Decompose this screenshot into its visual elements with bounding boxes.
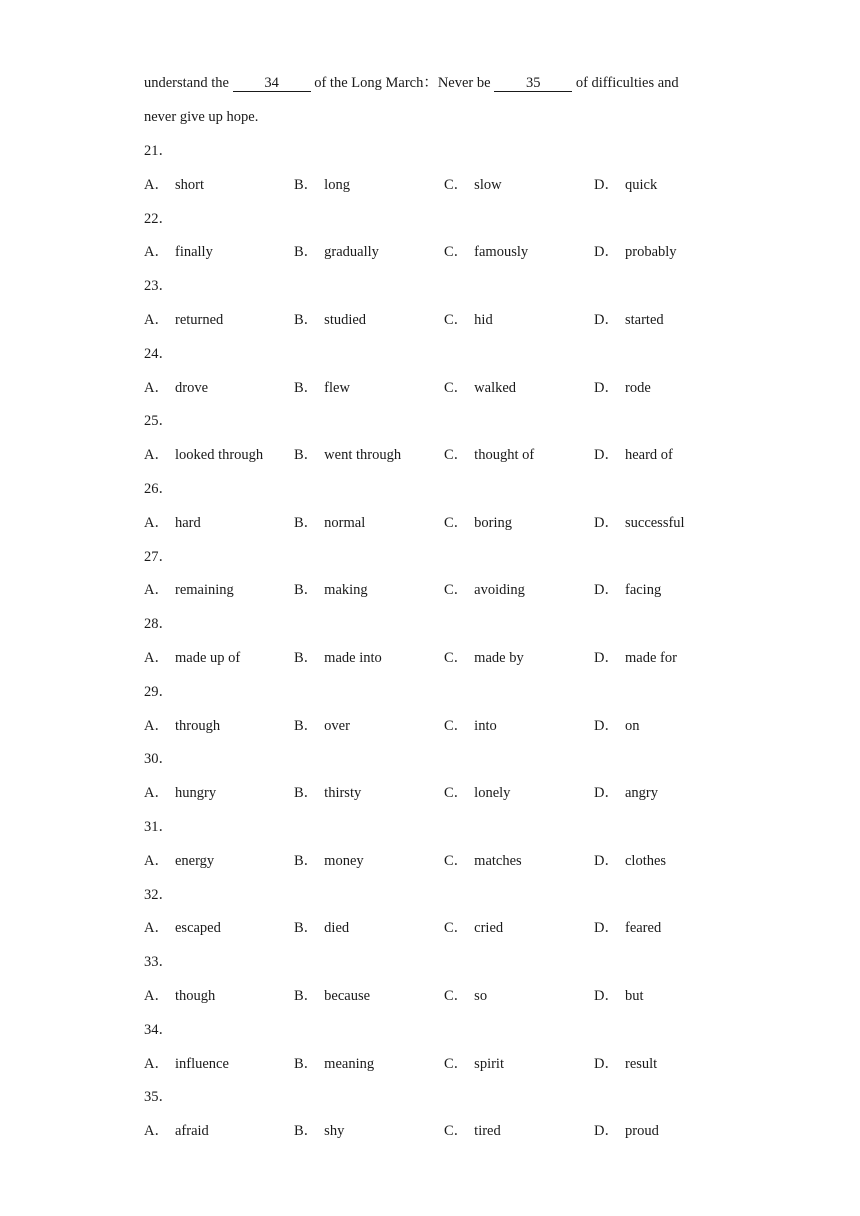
option-b (294, 852, 364, 870)
option-d-text: facing (624, 582, 662, 599)
question-number: 28． (144, 616, 173, 633)
option-a (144, 987, 215, 1005)
option-a (144, 446, 263, 464)
option-c-text: spirit (474, 1055, 504, 1072)
passage-text: understand the (144, 75, 233, 91)
option-b (294, 514, 365, 532)
option-b-letter: B． (294, 920, 319, 937)
option-b-letter: B． (294, 312, 319, 328)
option-d (594, 717, 639, 735)
option-a-text: though (174, 988, 216, 1004)
option-b-text: over (324, 717, 350, 734)
option-c-text: cried (474, 920, 504, 937)
option-d-text: successful (624, 514, 685, 531)
option-d-letter: D． (594, 447, 619, 464)
question-number: 35． (144, 1089, 173, 1106)
option-b-letter: B． (294, 176, 319, 193)
option-c-text: avoiding (474, 582, 525, 599)
option-d-letter: D． (594, 650, 619, 666)
option-a (144, 243, 213, 261)
option-d-text: rode (624, 379, 651, 396)
option-d-letter: D． (594, 988, 619, 1004)
option-d-text: heard of (624, 447, 673, 464)
option-c (444, 987, 487, 1005)
option-a (144, 919, 221, 937)
options-row (144, 919, 744, 937)
option-a-text: hard (174, 514, 201, 531)
option-c-letter: C． (444, 920, 469, 937)
options-row (144, 1122, 744, 1140)
option-c-letter: C． (444, 582, 469, 599)
option-a-letter: A． (144, 379, 169, 396)
option-c-letter: C． (444, 1123, 469, 1140)
option-b-text: long (324, 176, 350, 193)
option-c (444, 446, 534, 464)
option-b (294, 581, 368, 599)
options-row (144, 379, 744, 397)
option-d-letter: D． (594, 1123, 619, 1140)
passage-line-1 (144, 74, 679, 92)
options-row (144, 987, 744, 1005)
option-d-text: result (624, 1055, 658, 1072)
question-number: 31． (144, 819, 173, 835)
option-b-letter: B． (294, 988, 319, 1004)
blank-34 (233, 74, 311, 92)
option-a-letter: A． (144, 244, 169, 261)
option-a-letter: A． (144, 582, 169, 599)
option-c-letter: C． (444, 1055, 469, 1072)
option-b (294, 446, 401, 464)
question-number: 29． (144, 683, 173, 700)
option-b-text: flew (324, 379, 350, 396)
option-c-text: into (474, 717, 497, 734)
option-b (294, 649, 382, 667)
option-a-text: made up of (174, 650, 241, 666)
question-number: 25． (144, 413, 173, 430)
option-a-text: remaining (174, 582, 234, 599)
option-a-letter: A． (144, 514, 169, 531)
option-c (444, 649, 524, 667)
question-number: 24． (144, 345, 173, 362)
option-c-text: hid (474, 312, 493, 328)
option-b (294, 987, 370, 1005)
option-a (144, 784, 216, 802)
option-d-letter: D． (594, 785, 619, 802)
option-d (594, 987, 644, 1005)
options-row (144, 176, 744, 194)
option-d-letter: D． (594, 920, 619, 937)
option-d-text: angry (624, 785, 658, 802)
option-b-text: studied (324, 312, 367, 328)
option-d-letter: D． (594, 244, 619, 261)
option-d (594, 784, 658, 802)
option-c-letter: C． (444, 852, 469, 869)
option-c-text: so (474, 988, 488, 1004)
option-b-letter: B． (294, 1055, 319, 1072)
option-d-letter: D． (594, 176, 619, 193)
passage-line-2: never give up hope. (144, 109, 259, 125)
option-a (144, 1055, 229, 1073)
option-c-text: lonely (474, 785, 511, 802)
option-c-text: boring (474, 514, 513, 531)
option-d-text: started (624, 312, 664, 328)
option-b-letter: B． (294, 650, 319, 666)
option-b-text: gradually (324, 244, 379, 261)
option-d (594, 1122, 659, 1140)
option-c-text: slow (474, 176, 502, 193)
option-c-letter: C． (444, 176, 469, 193)
option-a-text: looked through (174, 447, 264, 464)
option-b-text: making (324, 582, 368, 599)
option-c-letter: C． (444, 514, 469, 531)
option-b-letter: B． (294, 582, 319, 599)
option-b (294, 243, 379, 261)
option-b (294, 1055, 374, 1073)
option-c (444, 717, 497, 735)
option-d-text: on (624, 717, 640, 734)
option-a-text: returned (174, 312, 224, 328)
option-b-text: thirsty (324, 785, 362, 802)
option-a-text: through (174, 717, 221, 734)
option-c (444, 919, 503, 937)
option-a-text: energy (174, 852, 215, 869)
option-c (444, 1122, 501, 1140)
option-a (144, 581, 234, 599)
option-b-text: made into (324, 650, 382, 666)
options-row (144, 243, 744, 261)
option-a-letter: A． (144, 1055, 169, 1072)
option-a-text: escaped (174, 920, 221, 937)
option-c-letter: C． (444, 785, 469, 802)
option-b-text: died (324, 920, 350, 937)
option-d (594, 176, 657, 194)
option-a-letter: A． (144, 785, 169, 802)
option-a (144, 176, 204, 194)
blank-34-number: 34 (233, 75, 311, 92)
option-c-text: walked (474, 379, 517, 396)
option-b (294, 176, 350, 194)
question-number: 30． (144, 751, 173, 768)
option-c-text: thought of (474, 447, 535, 464)
option-c-letter: C． (444, 379, 469, 396)
option-a-letter: A． (144, 920, 169, 937)
option-d (594, 649, 677, 667)
option-d-letter: D． (594, 312, 619, 328)
option-a-text: influence (174, 1055, 229, 1072)
option-c-text: tired (474, 1123, 501, 1140)
option-c-letter: C． (444, 244, 469, 261)
option-d-text: probably (624, 244, 677, 261)
option-d-text: proud (624, 1123, 659, 1140)
option-a-letter: A． (144, 1123, 169, 1140)
options-row (144, 581, 744, 599)
option-b (294, 379, 350, 397)
option-c-text: matches (474, 852, 522, 869)
question-number: 26． (144, 481, 173, 497)
option-a (144, 852, 214, 870)
option-c (444, 1055, 504, 1073)
option-b (294, 717, 350, 735)
option-a-letter: A． (144, 447, 169, 464)
option-d-text: clothes (624, 852, 667, 869)
option-c-letter: C． (444, 312, 469, 328)
question-number: 22． (144, 210, 173, 227)
option-a-text: short (174, 176, 204, 193)
option-b-letter: B． (294, 447, 319, 464)
option-a (144, 514, 201, 532)
question-number: 21． (144, 143, 173, 159)
option-d (594, 852, 666, 870)
options-row (144, 446, 744, 464)
option-d-text: feared (624, 920, 662, 937)
question-number: 23． (144, 278, 173, 295)
passage-text: of difficulties and (572, 75, 679, 91)
option-a-letter: A． (144, 176, 169, 193)
options-row (144, 852, 744, 870)
question-number: 33． (144, 954, 173, 971)
option-a-letter: A． (144, 988, 169, 1004)
options-row (144, 1055, 744, 1073)
option-c (444, 311, 493, 329)
option-d-letter: D． (594, 1055, 619, 1072)
option-b-letter: B． (294, 717, 319, 734)
option-b-text: shy (324, 1123, 345, 1140)
option-b (294, 784, 361, 802)
option-a-text: hungry (174, 785, 217, 802)
option-c-letter: C． (444, 447, 469, 464)
option-c (444, 514, 512, 532)
option-d (594, 446, 673, 464)
option-c-letter: C． (444, 988, 469, 1004)
option-a-letter: A． (144, 312, 169, 328)
option-c (444, 784, 510, 802)
option-d-letter: D． (594, 514, 619, 531)
option-a-text: finally (174, 244, 213, 261)
option-b-text: went through (324, 447, 402, 464)
option-d-letter: D． (594, 582, 619, 599)
option-b-text: money (324, 852, 364, 869)
option-c (444, 243, 528, 261)
blank-35-number: 35 (494, 75, 572, 92)
passage-text: of the Long March：Never be (310, 75, 495, 91)
option-a (144, 1122, 209, 1140)
option-a (144, 717, 220, 735)
option-c-letter: C． (444, 650, 469, 666)
option-d-text: quick (624, 176, 658, 193)
options-row (144, 649, 744, 667)
option-a (144, 379, 208, 397)
options-row (144, 514, 744, 532)
question-number: 27． (144, 548, 173, 565)
option-a-text: afraid (174, 1123, 209, 1140)
option-d-letter: D． (594, 717, 619, 734)
option-c (444, 581, 525, 599)
option-b-text: meaning (324, 1055, 375, 1072)
option-d (594, 243, 677, 261)
option-b (294, 919, 349, 937)
option-d (594, 919, 661, 937)
option-d-letter: D． (594, 852, 619, 869)
option-d (594, 514, 685, 532)
option-a (144, 311, 223, 329)
option-b-letter: B． (294, 244, 319, 261)
option-a-letter: A． (144, 852, 169, 869)
option-d-text: made for (624, 650, 677, 666)
option-a-letter: A． (144, 717, 169, 734)
option-a (144, 649, 240, 667)
option-b-letter: B． (294, 785, 319, 802)
blank-35 (494, 74, 572, 92)
option-c-text: famously (474, 244, 529, 261)
option-d-text: but (624, 988, 644, 1004)
option-c (444, 379, 516, 397)
option-a-text: drove (174, 379, 208, 396)
option-b-text: normal (324, 514, 366, 531)
options-row (144, 311, 744, 329)
option-d (594, 311, 664, 329)
option-c-text: made by (474, 650, 524, 666)
option-b-text: because (324, 988, 371, 1004)
option-c (444, 176, 502, 194)
options-row (144, 784, 744, 802)
option-a-letter: A． (144, 650, 169, 666)
option-b (294, 1122, 344, 1140)
option-b-letter: B． (294, 852, 319, 869)
option-c-letter: C． (444, 717, 469, 734)
option-b-letter: B． (294, 379, 319, 396)
question-number: 32． (144, 886, 173, 903)
option-d (594, 379, 651, 397)
option-b (294, 311, 366, 329)
option-b-letter: B． (294, 1123, 319, 1140)
option-d (594, 1055, 657, 1073)
option-c (444, 852, 522, 870)
option-b-letter: B． (294, 514, 319, 531)
option-d (594, 581, 661, 599)
options-row (144, 717, 744, 735)
question-number: 34． (144, 1021, 173, 1038)
option-d-letter: D． (594, 379, 619, 396)
